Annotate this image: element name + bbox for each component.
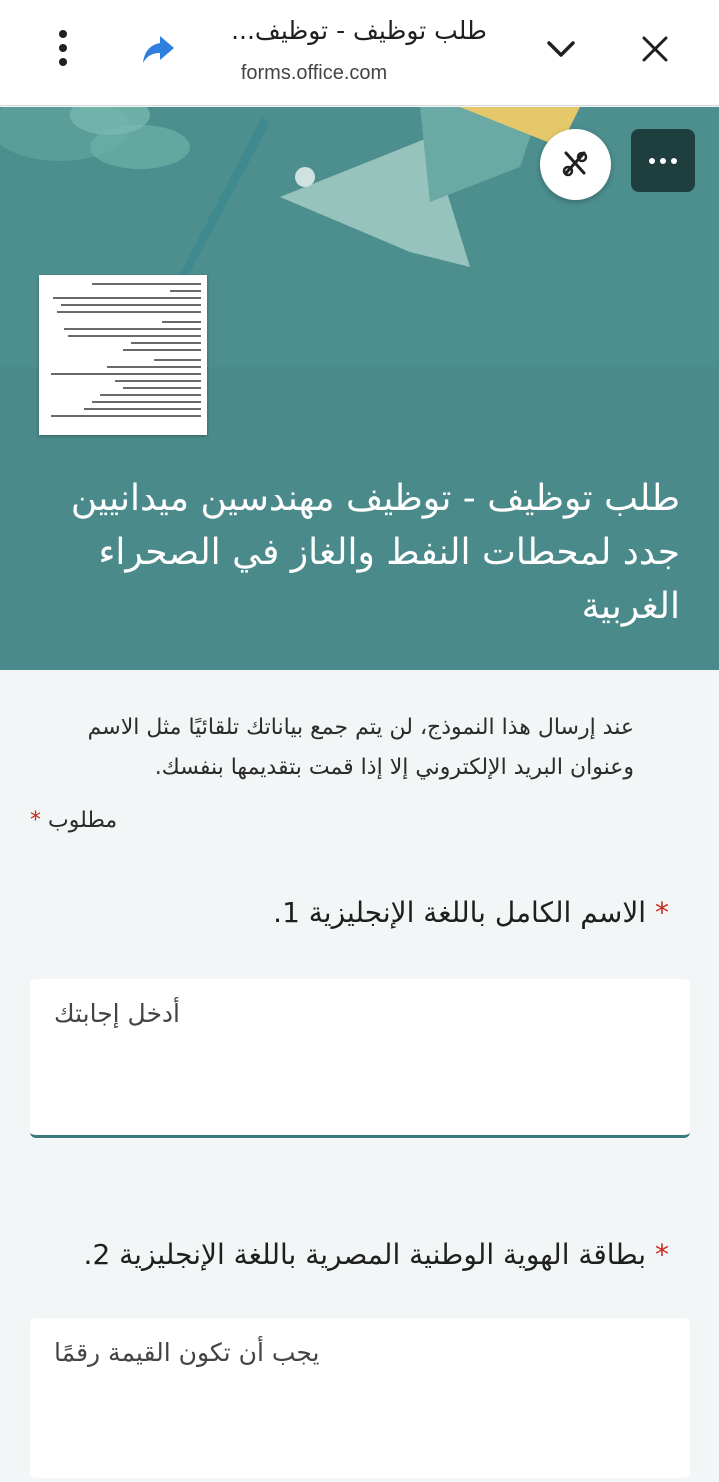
required-star: * — [30, 808, 41, 833]
question-1-answer-box — [30, 979, 690, 1138]
question-1-text: الاسم الكامل باللغة الإنجليزية — [308, 896, 647, 929]
page-title: طلب توظيف - توظيف... — [231, 16, 487, 45]
form-title: طلب توظيف - توظيف مهندسين ميدانيين جدد لمحطات النفط والغاز في الصحراء الغربية — [70, 478, 680, 627]
browser-top-bar — [0, 0, 719, 106]
more-horiz-icon — [631, 129, 695, 192]
more-vert-icon[interactable] — [40, 24, 86, 74]
more-options-button[interactable] — [631, 129, 695, 192]
share-icon[interactable] — [136, 26, 182, 72]
required-star: * — [655, 896, 669, 929]
immersive-reader-icon — [540, 129, 611, 200]
immersive-reader-button[interactable] — [540, 129, 611, 200]
question-2-answer-box — [30, 1318, 690, 1478]
national-id-input[interactable] — [30, 1318, 690, 1478]
required-legend — [30, 808, 230, 833]
required-star: * — [655, 1238, 669, 1271]
question-2-label — [24, 1238, 669, 1271]
job-posting-image — [39, 275, 207, 435]
privacy-notice: عند إرسال هذا النموذج، لن يتم جمع بياناتك تلقائيًا مثل الاسم وعنوان البريد الإلكتروني إلا إذا قمت بتقديمها بنفسك. — [87, 715, 634, 780]
close-icon[interactable] — [632, 26, 678, 72]
question-1-number: 1. — [273, 896, 300, 929]
question-2-text: بطاقة الهوية الوطنية المصرية باللغة الإنجليزية — [119, 1238, 647, 1271]
question-2-number: 2. — [83, 1238, 111, 1271]
required-label: مطلوب — [48, 808, 118, 833]
form-header-banner — [0, 107, 719, 670]
chevron-down-icon[interactable] — [538, 26, 584, 72]
page-url: forms.office.com — [240, 62, 388, 84]
full-name-input[interactable] — [30, 979, 690, 1135]
question-1-label — [24, 896, 669, 929]
